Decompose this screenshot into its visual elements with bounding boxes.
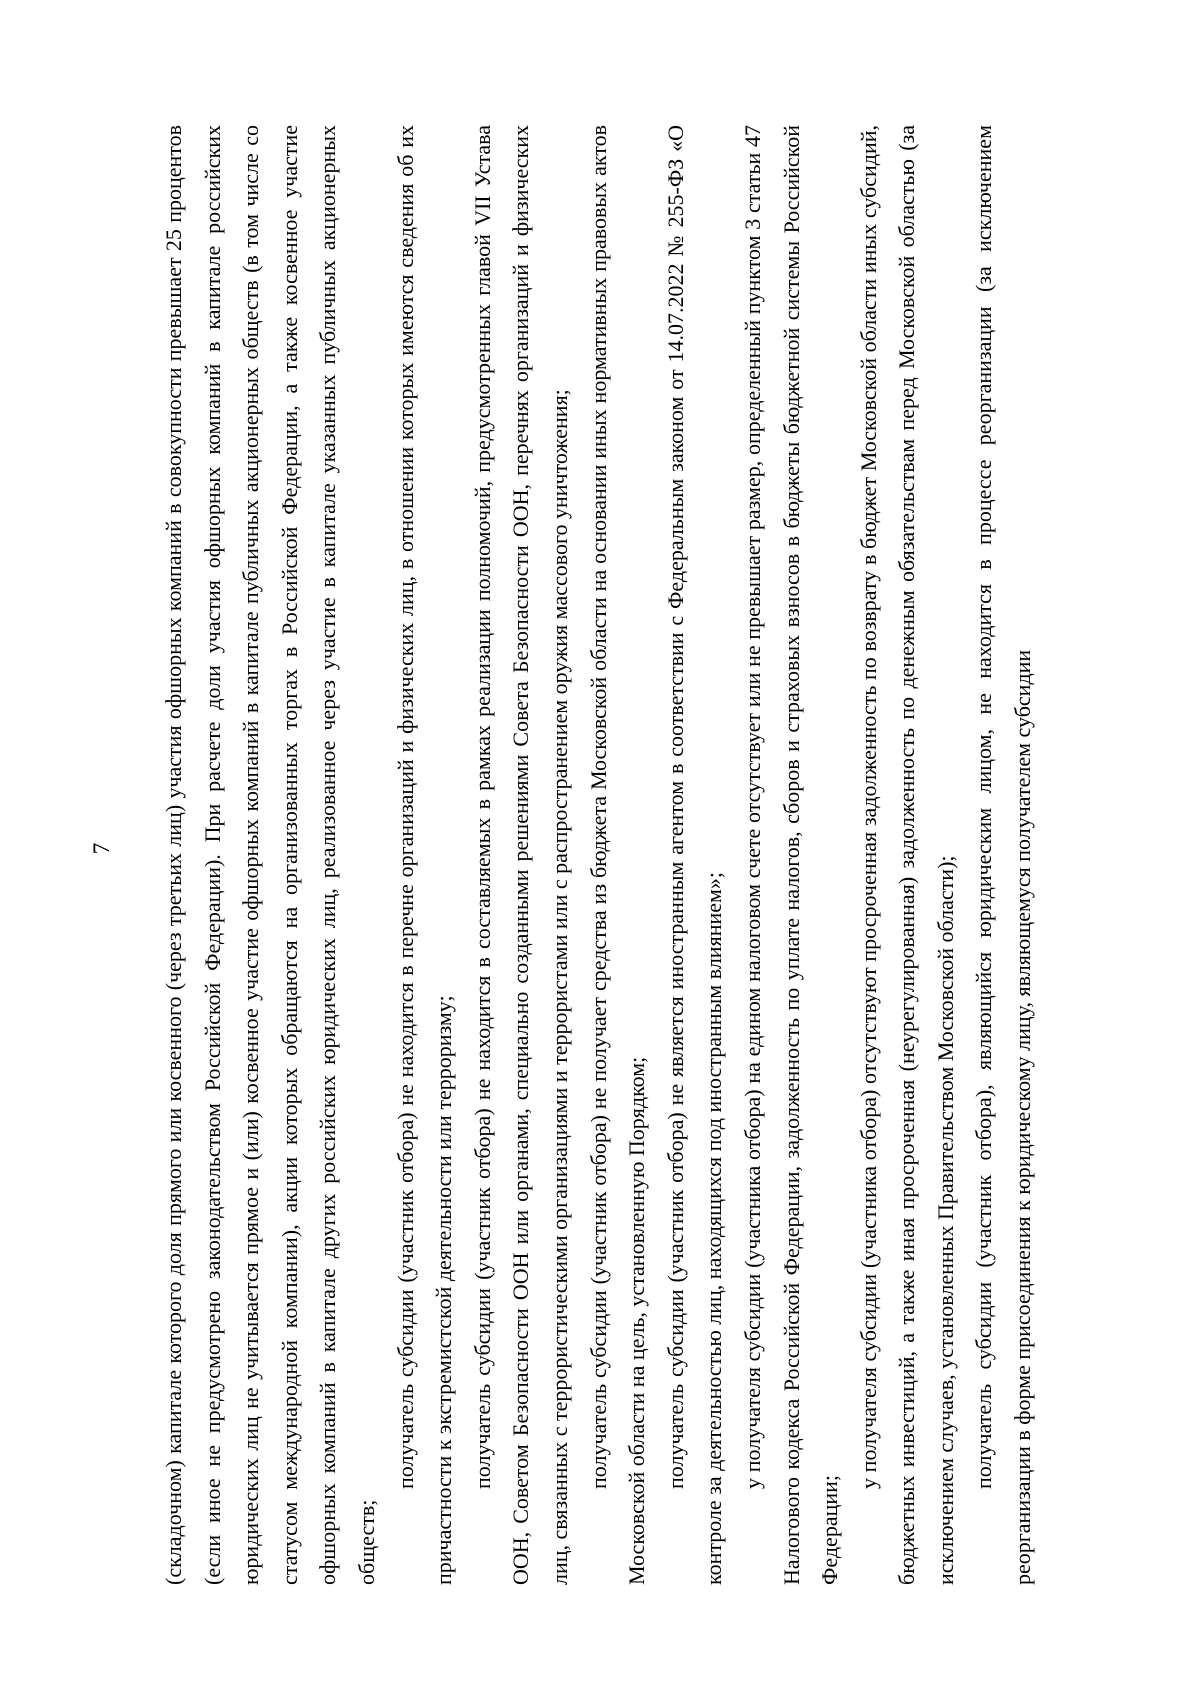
- paragraph: получатель субсидии (участник отбора) не находится в перечне организаций и физических лиц, в отношении которых имеются сведения об их причастности к экстремистской деятельности или терроризму;: [392, 125, 457, 1585]
- page-number: 7: [89, 842, 114, 855]
- paragraph: у получателя субсидии (участника отбора) отсутствуют просроченная задолженность по возврату в бюджет Московской области иных субсидий, бюджетных инвестиций, а также иная просроченная (неурегулированная) задолженность по денежным обязательствам перед Московской областью (за исключением случаев, установленных Правительством Московской области);: [855, 125, 958, 1585]
- paragraph: (складочном) капитале которого доля прямого или косвенного (через третьих лиц) участия офшорных компаний в совокупности превышает 25 процентов (если иное не предусмотрено законодательством Российской Федерации). При расчете доли участия офшорных компаний в капитале российских юридических лиц не учитывается прямое и (или) косвенное участие офшорных компаний в капитале публичных акционерных обществ (в том числе со статусом международной компании), акции которых обращаются на организованных торгах в Российской Федерации, а также косвенное участие офшорных компаний в капитале других российских юридических лиц, реализованное через участие в капитале указанных публичных акционерных обществ;: [161, 125, 379, 1585]
- paragraph: получатель субсидии (участник отбора), являющийся юридическим лицом, не находится в процессе реорганизации (за исключением реорганизации в форме присоединения к юридическому лицу, являющемуся получателем субсидии: [971, 125, 1036, 1585]
- paragraph: получатель субсидии (участник отбора) не находится в составляемых в рамках реализации полномочий, предусмотренных главой VII Устава ООН, Советом Безопасности ООН или органами, специально созданными решениями Совета Безопасности ООН, перечнях организаций и физических лиц, связанных с террористическими организациями и террористами или с распространением оружия массового уничтожения;: [469, 125, 572, 1585]
- paragraph: получатель субсидии (участник отбора) не получает средства из бюджета Московской области на основании иных нормативных правовых актов Московской области на цель, установленную Порядком;: [585, 125, 650, 1585]
- document-body: [155, 125, 1043, 1585]
- paragraph: получатель субсидии (участник отбора) не является иностранным агентом в соответствии с Федеральным законом от 14.07.2022 № 255-ФЗ «О контроле за деятельностью лиц, находящихся под иностранным влиянием»;: [662, 125, 727, 1585]
- paragraph: у получателя субсидии (участника отбора) на едином налоговом счете отсутствует или не превышает размер, определенный пунктом 3 статьи 47 Налогового кодекса Российской Федерации, задолженность по уплате налогов, сборов и страховых взносов в бюджеты бюджетной системы Российской Федерации;: [739, 125, 843, 1585]
